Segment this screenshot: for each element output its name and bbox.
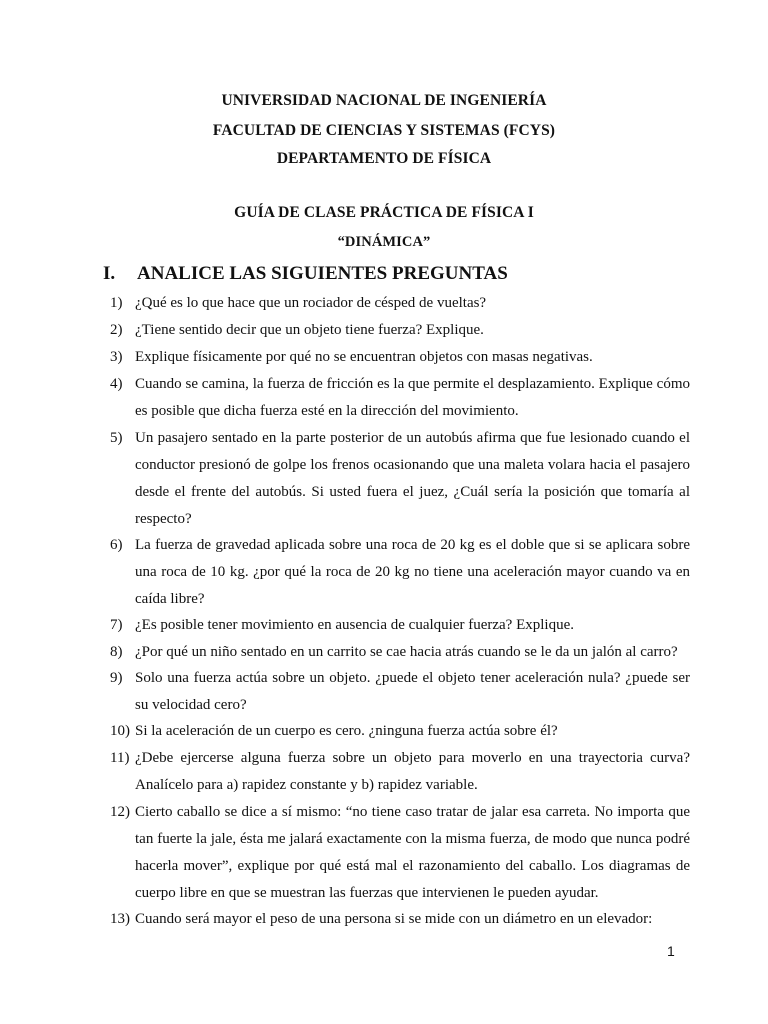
question-text: ¿Es posible tener movimiento en ausencia de cualquier fuerza? Explique. [135,617,574,633]
question-number: 5) [110,430,123,446]
department-name: DEPARTAMENTO DE FÍSICA [276,150,492,167]
question-text: Explique físicamente por qué no se encuentran objetos con masas negativas. [135,349,593,365]
question-number: 13) [110,911,130,927]
question-text: Si la aceleración de un cuerpo es cero. ¿ninguna fuerza actúa sobre él? [135,723,558,739]
question-text: Un pasajero sentado en la parte posterior de un autobús afirma que fue lesionado cuando el conductor presionó de golpe los frenos ocasionando que una maleta volara hacia el pasajero desde el frente del autobús. Si usted fuera el juez, ¿Cuál sería la posición que tomaría al respecto? [135,430,690,527]
guide-title: GUÍA DE CLASE PRÁCTICA DE FÍSICA I [234,204,534,221]
question-number: 7) [110,617,123,633]
question-item [110,425,690,533]
question-number: 10) [110,723,130,739]
university-name: UNIVERSIDAD NACIONAL DE INGENIERÍA [221,92,547,109]
topic-title: “DINÁMICA” [337,234,431,250]
question-item [110,906,690,933]
question-item [110,532,690,613]
question-number: 11) [110,750,130,766]
question-text: Solo una fuerza actúa sobre un objeto. ¿puede el objeto tener aceleración nula? ¿puede ser su velocidad cero? [135,670,690,713]
question-number: 9) [110,670,123,686]
question-text: Cuando será mayor el peso de una persona si se mide con un diámetro en un elevador: [135,911,653,927]
question-item [110,799,690,907]
question-text: La fuerza de gravedad aplicada sobre una roca de 20 kg es el doble que si se aplicara sobre una roca de 10 kg. ¿por qué la roca de 20 kg no tiene una aceleración mayor cuando va en caída libre? [135,537,690,607]
faculty-name: FACULTAD DE CIENCIAS Y SISTEMAS (FCYS) [212,122,556,139]
question-text: Cuando se camina, la fuerza de fricción es la que permite el desplazamiento. Explique cómo es posible que dicha fuerza esté en la dirección del movimiento. [135,376,690,419]
question-item [110,665,690,719]
page-number: 1 [667,943,675,959]
question-item [110,290,690,317]
question-number: 12) [110,804,130,820]
section-heading [103,263,508,285]
question-text: Cierto caballo se dice a sí mismo: “no tiene caso tratar de jalar esa carreta. No importa que tan fuerte la jale, ésta me jalará exactamente con la misma fuerza, de modo que nunca podré hacerla mover”, explique por qué está mal el razonamiento del caballo. Los diagramas de cuerpo libre en que se muestran las fuerzas que intervienen le pueden ayudar. [135,804,690,901]
question-item [110,718,690,745]
question-item [110,639,690,666]
question-item [110,745,690,799]
question-number: 8) [110,644,123,660]
section-title: ANALICE LAS SIGUIENTES PREGUNTAS [137,263,508,284]
question-number: 2) [110,322,123,338]
question-number: 3) [110,349,123,365]
question-text: ¿Debe ejercerse alguna fuerza sobre un objeto para moverlo en una trayectoria curva? Analícelo para a) rapidez constante y b) rapidez variable. [135,750,690,793]
section-number: I. [103,263,116,284]
question-item [110,371,690,425]
question-text: ¿Qué es lo que hace que un rociador de césped de vueltas? [135,295,487,311]
question-item [110,317,690,344]
question-number: 6) [110,537,123,553]
question-text: ¿Tiene sentido decir que un objeto tiene fuerza? Explique. [135,322,484,338]
question-number: 1) [110,295,123,311]
question-item [110,612,690,639]
question-number: 4) [110,376,123,392]
question-item [110,344,690,371]
question-text: ¿Por qué un niño sentado en un carrito se cae hacia atrás cuando se le da un jalón al carro? [135,644,678,660]
